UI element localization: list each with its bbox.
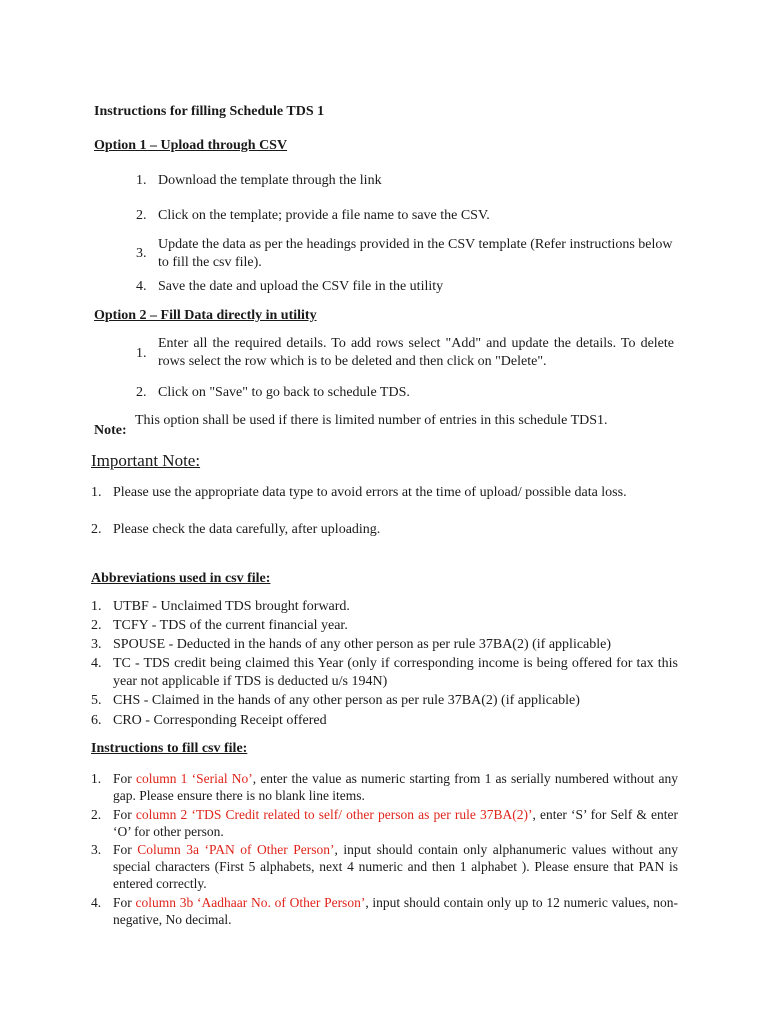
list-number: 1. bbox=[91, 599, 102, 614]
list-item: Download the template through the link bbox=[158, 173, 382, 188]
item-prefix: For bbox=[113, 807, 136, 822]
list-number: 2. bbox=[136, 385, 147, 400]
note-text: This option shall be used if there is limited number of entries in this schedule TDS1. bbox=[135, 413, 608, 428]
list-number: 4. bbox=[91, 895, 102, 910]
list-item: TCFY - TDS of the current financial year. bbox=[113, 618, 348, 633]
list-number: 1. bbox=[91, 771, 102, 786]
item-text: , enter the value as numeric starting from 1 as serially numbered without any gap. Please ensure there is no blank line items. bbox=[113, 771, 678, 803]
item-prefix: For bbox=[113, 842, 138, 857]
list-item: Please use the appropriate data type to avoid errors at the time of upload/ possible data loss. bbox=[113, 485, 627, 500]
note-label: Note: bbox=[94, 423, 127, 438]
list-item: SPOUSE - Deducted in the hands of any other person as per rule 37BA(2) (if applicable) bbox=[113, 637, 612, 652]
list-item bbox=[113, 894, 678, 928]
list-number: 1. bbox=[91, 485, 102, 500]
abbreviations-heading: Abbreviations used in csv file: bbox=[91, 571, 271, 586]
list-item: Update the data as per the headings provided in the CSV template (Refer instructions below to fill the csv file). bbox=[158, 237, 673, 270]
column-reference: column 2 ‘TDS Credit related to self/ other person as per rule 37BA(2)’ bbox=[135, 807, 533, 822]
column-reference: Column 3a ‘PAN of Other Person’ bbox=[137, 842, 335, 857]
list-number: 6. bbox=[91, 713, 102, 728]
list-item: Click on the template; provide a file name to save the CSV. bbox=[158, 208, 490, 223]
list-item: Save the date and upload the CSV file in the utility bbox=[158, 279, 444, 294]
list-item bbox=[113, 770, 678, 804]
list-number: 2. bbox=[136, 208, 147, 223]
item-text: , input should contain only up to 12 numeric values, non-negative, No decimal. bbox=[113, 895, 678, 927]
column-reference: column 3b ‘Aadhaar No. of Other Person’ bbox=[135, 895, 366, 910]
option2-heading: Option 2 – Fill Data directly in utility bbox=[94, 308, 317, 323]
list-item bbox=[113, 806, 678, 840]
list-item: CRO - Corresponding Receipt offered bbox=[113, 713, 327, 728]
list-number: 3. bbox=[91, 842, 102, 857]
item-text: , enter ‘S’ for Self & enter ‘O’ for other person. bbox=[113, 807, 678, 839]
item-prefix: For bbox=[113, 771, 136, 786]
list-number: 4. bbox=[136, 279, 147, 294]
list-item: Enter all the required details. To add rows select "Add" and update the details. To delete rows select the row which is to be deleted and then click on "Delete". bbox=[158, 336, 674, 369]
list-item: Please check the data carefully, after uploading. bbox=[113, 522, 381, 537]
list-item: UTBF - Unclaimed TDS brought forward. bbox=[113, 599, 350, 614]
list-number: 2. bbox=[91, 522, 102, 537]
list-number: 2. bbox=[91, 618, 102, 633]
list-item bbox=[113, 841, 678, 892]
important-heading: Important Note: bbox=[91, 451, 201, 470]
list-number: 1. bbox=[136, 173, 147, 188]
document-title: Instructions for filling Schedule TDS 1 bbox=[94, 104, 325, 119]
list-number: 2. bbox=[91, 807, 102, 822]
option1-heading: Option 1 – Upload through CSV bbox=[94, 138, 288, 153]
list-number: 5. bbox=[91, 693, 102, 708]
csv-instructions-heading: Instructions to fill csv file: bbox=[91, 741, 248, 756]
list-item: Click on "Save" to go back to schedule TDS. bbox=[158, 385, 410, 400]
list-number: 4. bbox=[91, 656, 102, 671]
list-item: TC - TDS credit being claimed this Year (only if corresponding income is being offered for tax this year not applicable if TDS is deducted u/s 194N) bbox=[113, 656, 678, 689]
list-number: 1. bbox=[136, 346, 147, 361]
item-prefix: For bbox=[113, 895, 136, 910]
list-number: 3. bbox=[91, 637, 102, 652]
item-text: , input should contain only alphanumeric values without any special characters (First 5 alphabets, next 4 numeric and then 1 alphabet ). Please ensure that PAN is entered correctly. bbox=[113, 842, 678, 891]
list-number: 3. bbox=[136, 246, 147, 261]
list-item: CHS - Claimed in the hands of any other person as per rule 37BA(2) (if applicable) bbox=[113, 693, 580, 708]
column-reference: column 1 ‘Serial No’ bbox=[135, 771, 253, 786]
